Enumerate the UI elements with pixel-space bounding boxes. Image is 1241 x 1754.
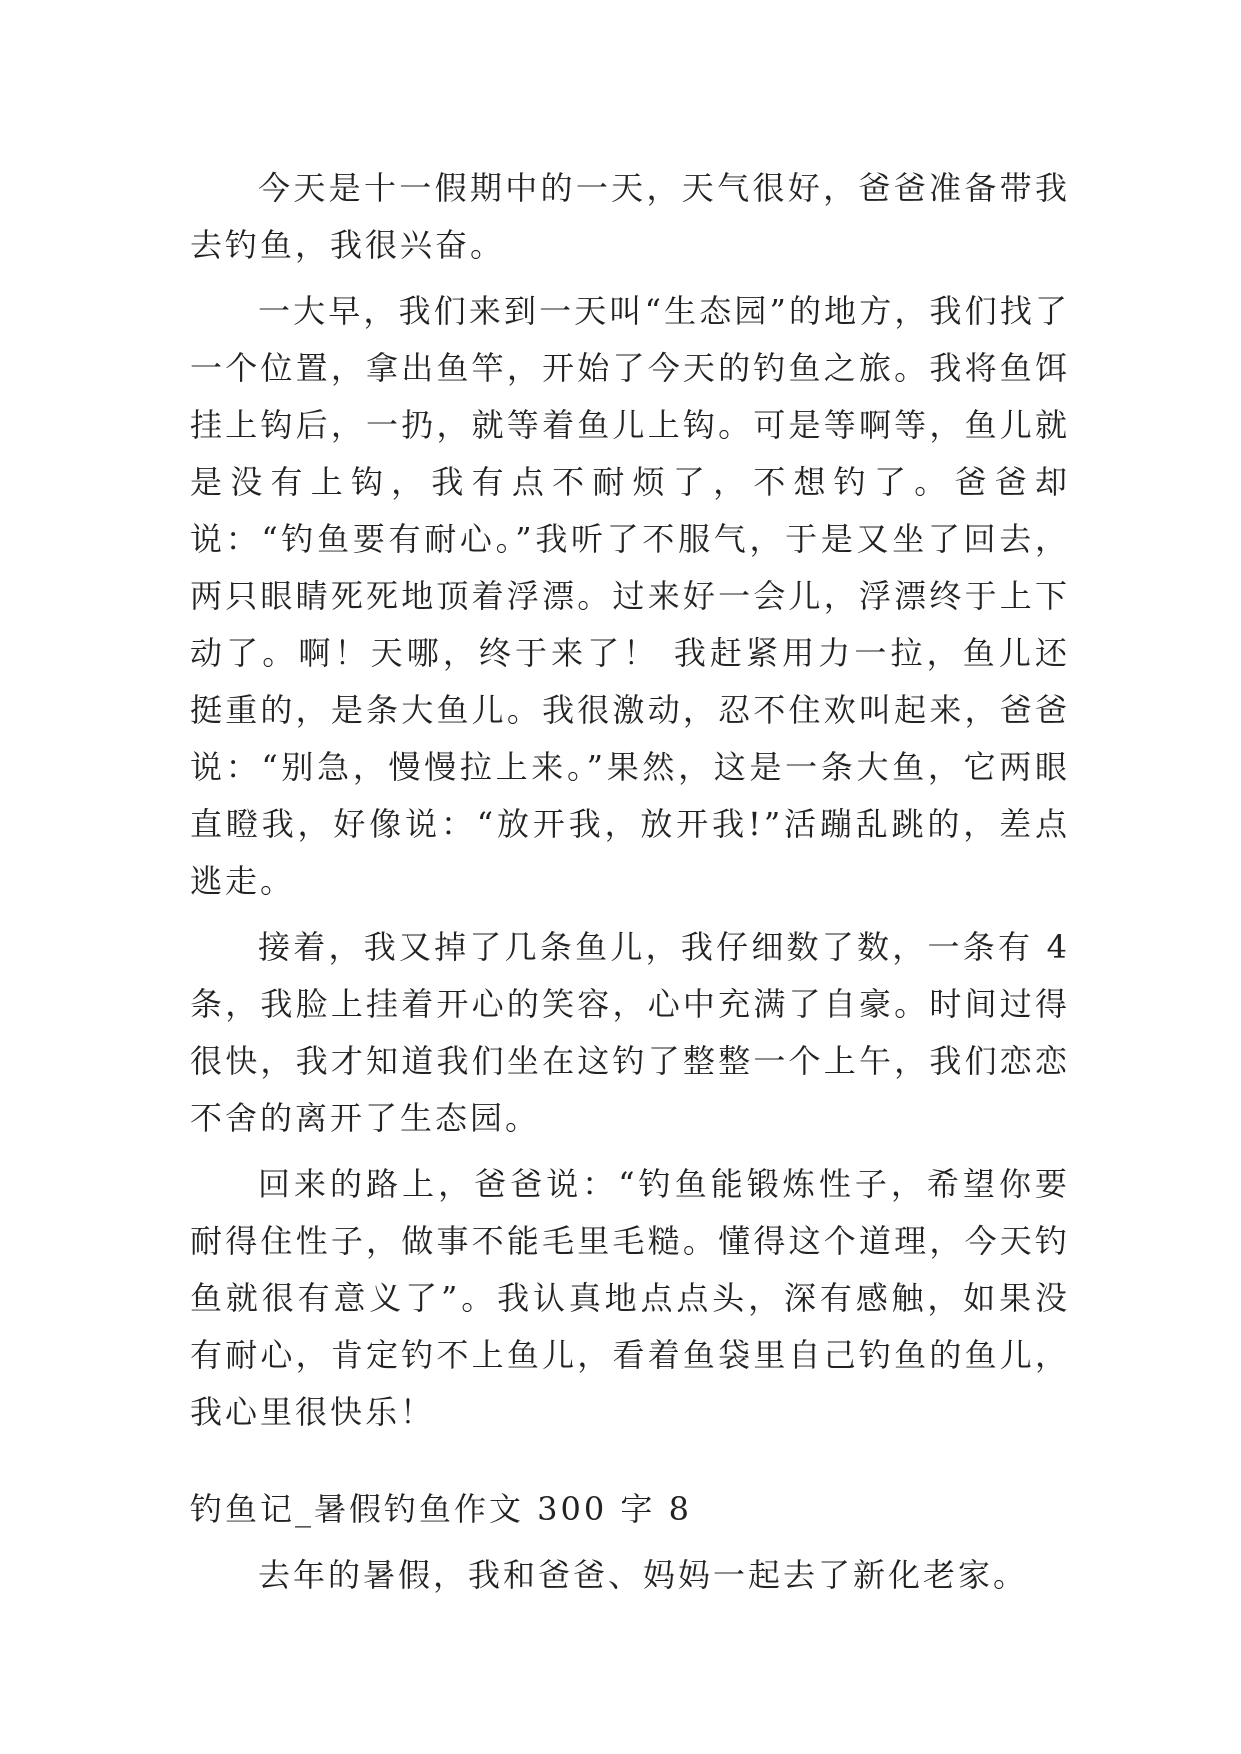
paragraph-1: 今天是十一假期中的一天，天气很好，爸爸准备带我去钓鱼，我很兴奋。 (190, 169, 1070, 264)
paragraph-3: 接着，我又掉了几条鱼儿，我仔细数了数，一条有 4 条，我脸上挂着开心的笑容，心中充满了自豪。时间过得很快，我才知道我们坐在这钓了整整一个上午，我们恋恋不舍的离开了生态园。 (190, 928, 1070, 1137)
paragraph-4: 回来的路上，爸爸说：“钓鱼能锻炼性子，希望你要耐得住性子，做事不能毛里毛糙。懂得这个道理，今天钓鱼就很有意义了”。我认真地点点头，深有感触，如果没有耐心，肯定钓不上鱼儿，看着鱼袋里自己钓鱼的鱼儿，我心里很快乐！ (190, 1165, 1070, 1431)
paragraph-2: 一大早，我们来到一天叫“生态园”的地方，我们找了一个位置，拿出鱼竿，开始了今天的钓鱼之旅。我将鱼饵挂上钩后，一扔，就等着鱼儿上钩。可是等啊等，鱼儿就是没有上钩，我有点不耐烦了，不想钓了。爸爸却说：“钓鱼要有耐心。”我听了不服气，于是又坐了回去，两只眼睛死死地顶着浮漂。过来好一会儿，浮漂终于上下动了。啊！天哪，终于来了！ 我赶紧用力一拉，鱼儿还挺重的，是条大鱼儿。我很激动，忍不住欢叫起来，爸爸说：“别急，慢慢拉上来。”果然，这是一条大鱼，它两眼直瞪我，好像说：“放开我，放开我!”活蹦乱跳的，差点逃走。 (190, 292, 1070, 900)
section-title: 钓鱼记_暑假钓鱼作文 300 字 8 (190, 1490, 692, 1528)
document-body (190, 160, 1070, 1613)
paragraph-5: 去年的暑假，我和爸爸、妈妈一起去了新化老家。 (258, 1556, 1029, 1594)
